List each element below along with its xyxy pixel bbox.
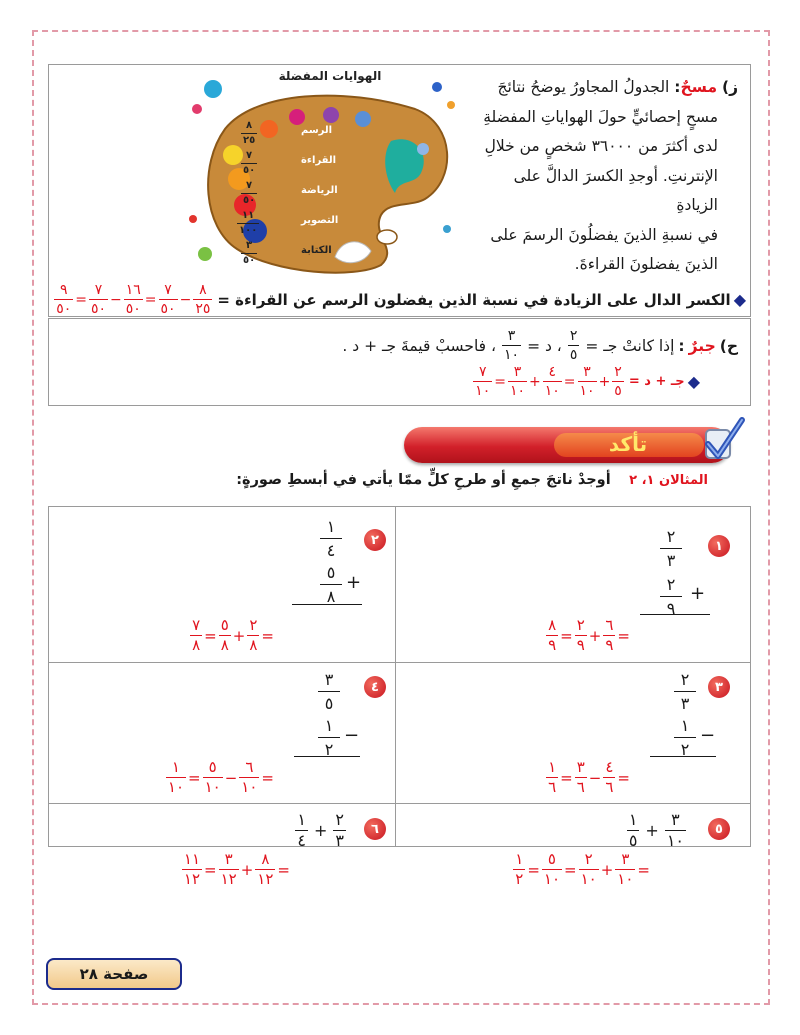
grid-divider-row2: [49, 803, 750, 804]
chart-row-fraction: ٧ ٥٠: [243, 150, 256, 176]
problem-z-text-line: الإنترنتِ. أوجدِ الكسرَ الدالَّ على الزيادةِ: [513, 166, 718, 214]
palette-illustration: [185, 69, 465, 274]
exercise-5-question: $\frac{٣}{١٠}$ + $\frac{١}{٥}$: [628, 810, 684, 850]
chart-row-fraction: ٨ ٢٥: [243, 120, 256, 146]
chart-row-label: القراءة: [301, 155, 337, 166]
chart-row-fraction: ١١ ١٠٠: [239, 210, 258, 236]
check-banner: [404, 427, 730, 463]
exercise-4-bottom: ١ ٢: [318, 716, 340, 759]
exercise-6-question: $\frac{٢}{٣}$ + $\frac{١}{٤}$: [297, 810, 344, 850]
diamond-icon: ◆: [733, 290, 746, 309]
problem-z-text: [468, 73, 738, 280]
exercise-marker-5: ٥: [708, 818, 730, 840]
exercise-3-top: ٢ ٣: [674, 670, 696, 713]
exercise-5-answer: = $\frac{٣}{١٠}$ + $\frac{٢}{١٠}$ = $\frac{٥}{١٠}$ = $\frac{١}{٢}$: [515, 850, 650, 888]
chart-title: الهوايات المفضلة: [278, 69, 382, 83]
problem-h-box: [48, 318, 751, 406]
exercise-4-top: ٣ ٥: [318, 670, 340, 713]
problem-h-text-d: ، د =: [527, 336, 562, 355]
exercise-1-op: +: [690, 583, 706, 604]
problem-h-label: ح): [719, 336, 738, 355]
exercise-4-answer: = $\frac{٦}{١٠}$ − $\frac{٥}{١٠}$ = $\frac{١}{١٠}$: [167, 758, 274, 796]
problem-z-text-line: الذينَ يفضلونَ القراءةَ.: [574, 255, 718, 273]
check-instruction-line: [236, 472, 708, 488]
check-instruction: أوجدْ ناتجَ جمعِ أو طرحِ كلٍّ ممّا يأتي في أبسطِ صورةٍ:: [236, 472, 611, 488]
grid-divider-vertical: [395, 507, 396, 846]
exercise-grid: [48, 506, 751, 850]
exercise-2-answer: = $\frac{٢}{٨}$ + $\frac{٥}{٨}$ = $\frac{٧}{٨}$: [192, 616, 274, 654]
problem-z-text-line: مسحٍ إحصائيٍّ حولَ الهواياتِ المفضلةِ: [483, 107, 718, 126]
problem-z-answer: [51, 283, 746, 316]
chart-row-label: الرسم: [301, 125, 333, 136]
problem-z-box: [48, 64, 751, 317]
chart-row-label: التصوير: [301, 215, 339, 226]
exercise-2-bottom: ٥ ٨: [320, 563, 342, 606]
page-number: صفحة ٢٨: [79, 965, 149, 983]
problem-z-keyword: مسحٌ: [680, 78, 718, 96]
problem-z-text-line: لدى أكثرَ من ٣٦٠٠٠ شخصٍ من خلالِ: [484, 137, 718, 155]
problem-h-c-fraction: $\frac{٢}{٥}$: [569, 328, 578, 363]
problem-h-answer: [471, 365, 700, 398]
grid-divider-row1: [49, 662, 750, 663]
chart-row-fraction: ٧ ٥٠: [243, 180, 256, 206]
exercise-2-sum-line: [292, 604, 362, 605]
exercise-3-sum-line: [650, 756, 716, 757]
chart-row-fraction: ٣ ٥٠: [243, 240, 256, 266]
exercise-4-op: −: [344, 725, 360, 746]
problem-z-text-line: الجدولُ المجاورُ يوضحُ نتائجَ: [497, 78, 670, 96]
exercise-6-answer: = $\frac{٨}{١٢}$ + $\frac{٣}{١٢}$ = $\frac{١١}{١٢}$: [183, 850, 290, 888]
exercise-marker-4: ٤: [364, 676, 386, 698]
problem-h-statement: ح) جبرٌ : إذا كانتْ جـ = $\frac{٢}{٥}$ ، د = $\frac{٣}{١٠}$ ، فاحسبْ قيمةَ جـ + د .: [342, 328, 738, 363]
problem-z-text-line: في نسبةِ الذينَ يفضلُونَ الرسمَ على: [490, 225, 718, 244]
check-title: تأكد: [608, 432, 648, 456]
problem-h-answer-math: $\frac{٢}{٥}$ + $\frac{٣}{١٠}$ = $\frac{٤}{١٠}$ + $\frac{٣}{١٠}$ = $\frac{٧}{١٠}$: [475, 364, 622, 399]
exercise-marker-1: ١: [708, 535, 730, 557]
problem-h-text-find: ، فاحسبْ قيمةَ جـ + د .: [342, 336, 497, 355]
checkmark-icon: [700, 414, 748, 466]
exercise-1-top: ٢ ٣: [660, 527, 682, 570]
problem-h-d-fraction: $\frac{٣}{١٠}$: [504, 328, 520, 363]
page-number-tab: [46, 958, 182, 990]
exercise-3-op: −: [700, 725, 716, 746]
problem-h-answer-lhs: جـ + د =: [628, 374, 685, 389]
diamond-icon: ◆: [687, 372, 700, 391]
problem-z-answer-text: الكسر الدال على الزيادة في نسبة الذين يفضلون الرسم عن القراءة =: [217, 290, 731, 309]
exercise-3-bottom: ١ ٢: [674, 716, 696, 759]
problem-z-line-1: ز) مسحٌ: الجدولُ المجاورُ يوضحُ نتائجَ: [497, 78, 738, 96]
palette-svg: [185, 69, 465, 274]
problem-z-answer-math: $\frac{٨}{٢٥}$ − $\frac{٧}{٥٠}$ = $\frac{١٦}{٥٠}$ − $\frac{٧}{٥٠}$ = $\frac{٩}{٥٠}$: [56, 282, 211, 317]
exercise-1-answer: = $\frac{٦}{٩}$ + $\frac{٢}{٩}$ = $\frac{٨}{٩}$: [548, 616, 630, 654]
exercise-3-answer: = $\frac{٤}{٦}$ − $\frac{٣}{٦}$ = $\frac{١}{٦}$: [548, 758, 630, 796]
exercise-1-sum-line: [640, 614, 710, 615]
exercise-marker-2: ٢: [364, 529, 386, 551]
exercise-1-bottom: ٢ ٩: [660, 575, 682, 618]
chart-row-label: الرياضة: [301, 185, 338, 196]
problem-h-text-if: إذا كانتْ جـ =: [585, 336, 675, 355]
exercise-2-op: +: [346, 572, 362, 593]
exercise-2-top: ١ ٤: [320, 517, 342, 560]
examples-label: المثالان ١، ٢: [629, 473, 708, 488]
problem-h-keyword: جبرٌ: [688, 336, 716, 355]
exercise-4-sum-line: [294, 756, 360, 757]
exercise-marker-6: ٦: [364, 818, 386, 840]
problem-z-label: ز): [721, 78, 738, 96]
exercise-marker-3: ٣: [708, 676, 730, 698]
chart-row-label: الكتابة: [301, 245, 332, 256]
